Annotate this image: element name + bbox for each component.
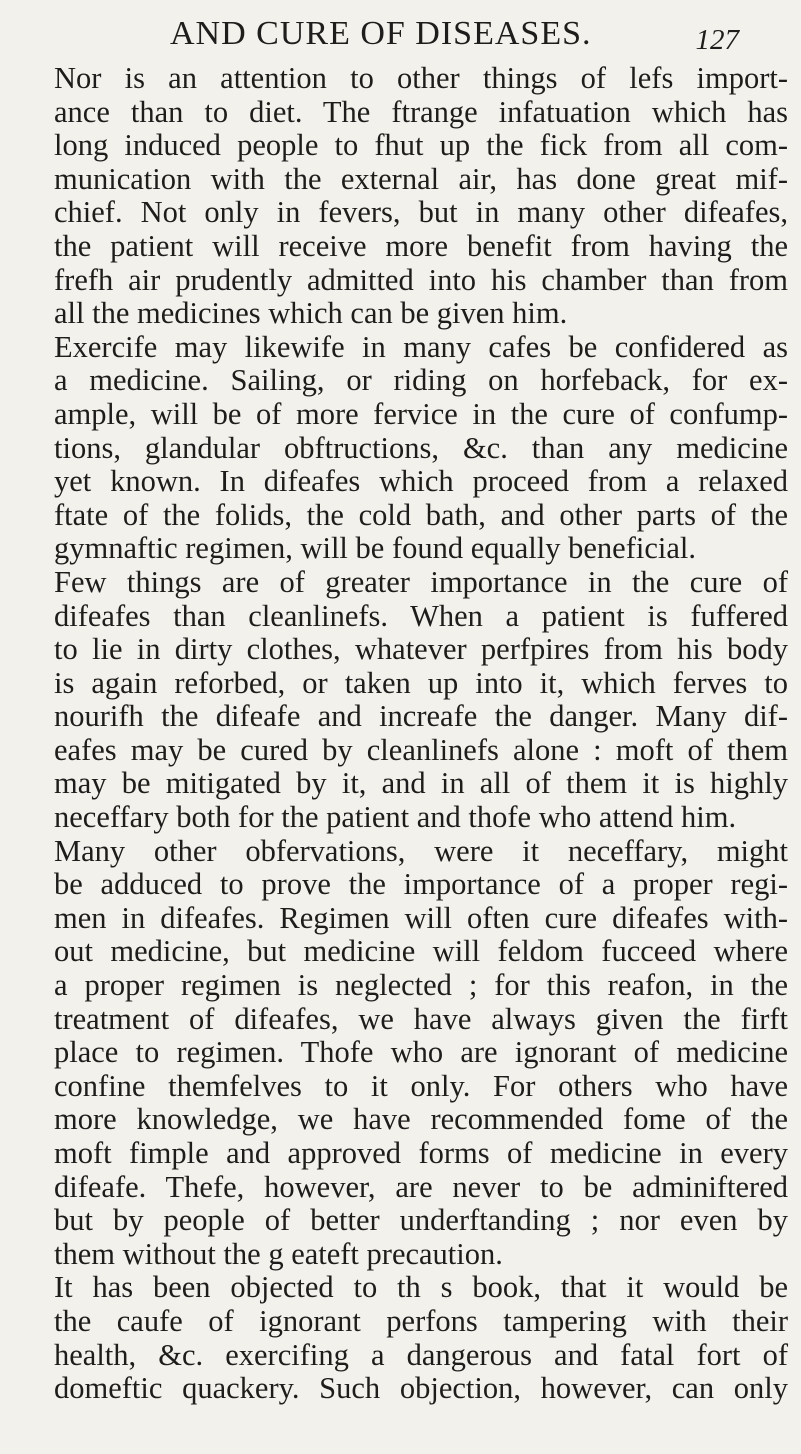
text-line: more knowledge, we have recommended fome of the <box>54 1102 788 1137</box>
text-line: nourifh the difeafe and increafe the danger. Many dif- <box>54 699 788 734</box>
text-line: treatment of difeafes, we have always given the firft <box>54 1001 788 1036</box>
text-line: domeftic quackery. Such objection, however, can only <box>54 1371 788 1406</box>
text-line: is again reforbed, or taken up into it, which ferves to <box>54 665 788 700</box>
text-line: a medicine. Sailing, or riding on horfeback, for ex- <box>54 363 788 398</box>
text-line: moft fimple and approved forms of medicine in every <box>54 1136 788 1170</box>
text-line: eafes may be cured by cleanlinefs alone : moft of them <box>54 732 788 767</box>
text-line: difeafe. Thefe, however, are never to be adminiftered <box>54 1169 788 1204</box>
page-number: 127 <box>695 24 739 56</box>
text-line: Many other obfervations, were it neceffary, might <box>54 833 788 868</box>
text-line: ance than to diet. The ftrange infatuation which has <box>54 94 788 129</box>
text-line: Few things are of greater importance in the cure of <box>54 564 788 599</box>
text-line: the patient will receive more benefit from having the <box>54 228 788 263</box>
text-line: tions, glandular obftructions, &c. than any medicine <box>54 430 788 465</box>
text-line: place to regimen. Thofe who are ignorant of medicine <box>54 1035 788 1070</box>
text-line: difeafes than cleanlinefs. When a patient is fuffered <box>54 598 788 633</box>
text-line: confine themfelves to it only. For others who have <box>54 1068 788 1103</box>
text-line: to lie in dirty clothes, whatever perfpires from his body <box>54 632 788 667</box>
running-head: AND CURE OF DISEASES. <box>170 15 592 52</box>
text-line: yet known. In difeafes which proceed from a relaxed <box>54 464 788 499</box>
text-line: munication with the external air, has done great mif- <box>54 161 788 196</box>
text-line: the caufe of ignorant perfons tampering with their <box>54 1303 788 1338</box>
text-line: ftate of the folids, the cold bath, and other parts of the <box>54 497 788 532</box>
text-line: Nor is an attention to other things of lefs import- <box>54 61 788 95</box>
text-line: all the medicines which can be given him. <box>54 296 568 331</box>
text-line: them without the g eateft precaution. <box>54 1236 503 1271</box>
text-line: health, &c. exercifing a dangerous and fatal fort of <box>54 1337 788 1372</box>
text-line: may be mitigated by it, and in all of them it is highly <box>54 766 788 801</box>
page-header <box>0 14 801 54</box>
text-line: be adduced to prove the importance of a proper regi- <box>54 867 788 902</box>
text-line: Exercife may likewife in many cafes be confidered as <box>54 329 788 364</box>
body-text <box>54 62 788 1406</box>
text-line: frefh air prudently admitted into his chamber than from <box>54 262 788 297</box>
text-line: neceffary both for the patient and thofe who attend him. <box>54 800 737 835</box>
text-line: a proper regimen is neglected ; for this reafon, in the <box>54 968 788 1003</box>
text-line: chief. Not only in fevers, but in many other difeafes, <box>54 195 788 230</box>
text-line: men in difeafes. Regimen will often cure difeafes with- <box>54 900 788 935</box>
text-line: long induced people to fhut up the fick from all com- <box>54 128 788 163</box>
text-line: gymnaftic regimen, will be found equally beneficial. <box>54 531 696 566</box>
text-line: ample, will be of more fervice in the cure of confump- <box>54 396 788 431</box>
text-line: out medicine, but medicine will feldom fucceed where <box>54 934 788 969</box>
text-line: but by people of better underftanding ; nor even by <box>54 1203 788 1238</box>
text-line: It has been objected to th s book, that it would be <box>54 1270 788 1305</box>
